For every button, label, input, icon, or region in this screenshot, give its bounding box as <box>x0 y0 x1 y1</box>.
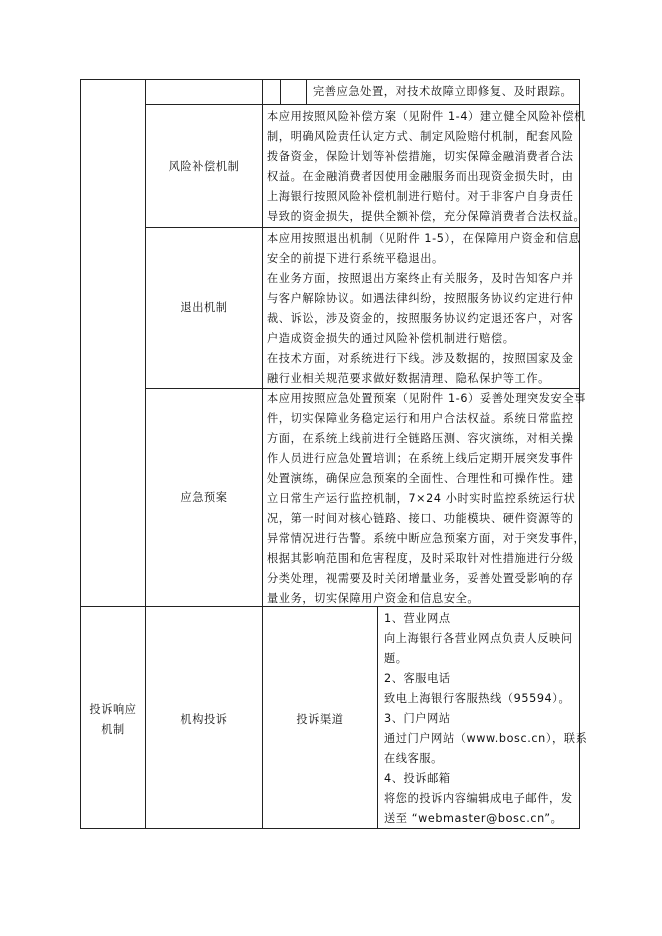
complaint-category-label-line1: 投诉响应 <box>89 703 137 716</box>
emergency-line: 件，切实保障业务稳定运行和用户合法权益。系统日常监控 <box>267 412 574 425</box>
complaint-category-label-line2: 机制 <box>101 723 125 736</box>
complaint-line: 在线客服。 <box>384 752 443 765</box>
complaint-subcategory-label: 机构投诉 <box>180 713 228 726</box>
risk-line: 上海银行按照风险补偿机制进行赔付。对于非客户自身责任 <box>267 190 574 203</box>
risk-line: 本应用按照风险补偿方案（见附件 1-4）建立健全风险补偿机 <box>267 110 586 123</box>
exit-line: 与客户解除协议。如遇法律纠纷，按照服务协议约定进行仲 <box>267 292 574 305</box>
exit-line: 在业务方面，按照退出方案终止有关服务，及时告知客户并 <box>267 272 574 285</box>
table-border-right <box>579 79 580 829</box>
exit-line: 本应用按照退出机制（见附件 1-5），在保障用户资金和信息 <box>267 232 581 245</box>
exit-line: 在技术方面，对系统进行下线。涉及数据的，按照国家及金 <box>267 352 574 365</box>
emergency-line: 本应用按照应急处置预案（见附件 1-6）妥善处理突发安全事 <box>267 392 586 405</box>
complaint-line: 2、客服电话 <box>384 672 451 685</box>
risk-line: 权益。在金融消费者因使用金融服务而出现资金损失时，由 <box>267 170 574 183</box>
exit-line: 融行业相关规范要求做好数据清理、隐私保护等工作。 <box>267 372 550 385</box>
row-divider-top-inner <box>145 104 580 105</box>
risk-line: 导致的资金损失，提供全额补偿，充分保障消费者合法权益。 <box>267 210 586 223</box>
emergency-line: 根据其影响范围和危害程度，及时采取针对性措施进行分级 <box>267 552 574 565</box>
col-divider-top-a <box>280 79 281 104</box>
risk-line: 制，明确风险责任认定方式、制定风险赔付机制，配套风险 <box>267 130 574 143</box>
exit-line: 裁、诉讼，涉及资金的，按照服务协议约定退还客户，对客 <box>267 312 574 325</box>
emergency-line: 分类处理，视需要及时关闭增量业务，妥善处置受影响的存 <box>267 572 574 585</box>
complaint-line: 4、投诉邮箱 <box>384 772 451 785</box>
complaint-channel-label: 投诉渠道 <box>296 713 344 726</box>
risk-compensation-label: 风险补偿机制 <box>168 160 240 173</box>
top-row-text: 完善应急处置，对技术故障立即修复、及时跟踪。 <box>313 85 573 98</box>
emergency-plan-label: 应急预案 <box>180 491 228 504</box>
emergency-line: 立日常生产运行监控机制，7×24 小时实时监控系统运行状 <box>267 492 576 505</box>
col-divider-channel <box>377 606 378 828</box>
complaint-line: 送至 “webmaster@bosc.cn”。 <box>384 812 563 825</box>
complaint-line: 题。 <box>384 652 408 665</box>
complaint-line: 向上海银行各营业网点负责人反映问 <box>384 632 573 645</box>
complaint-line: 将您的投诉内容编辑成电子邮件，发 <box>384 792 573 805</box>
emergency-line: 处置演练，确保应急预案的全面性、合理性和可操作性。建 <box>267 472 574 485</box>
table-border-top <box>80 79 580 80</box>
risk-line: 拨备资金，保险计划等补偿措施，切实保障金融消费者合法 <box>267 150 574 163</box>
complaint-line: 3、门户网站 <box>384 712 451 725</box>
emergency-line: 方面，在系统上线前进行全链路压测、容灾演练，对相关操 <box>267 432 574 445</box>
exit-mechanism-label: 退出机制 <box>180 301 228 314</box>
emergency-line: 量业务，切实保障用户资金和信息安全。 <box>267 592 480 605</box>
complaint-line: 致电上海银行客服热线（95594）。 <box>384 692 571 705</box>
complaint-line: 通过门户网站（www.bosc.cn），联系 <box>384 732 588 745</box>
emergency-line: 异常情况进行告警。系统中断应急预案方面，对于突发事件， <box>267 532 586 545</box>
exit-line: 户造成资金损失的通过风险补偿机制进行赔偿。 <box>267 332 515 345</box>
col-divider-top-b <box>306 79 307 104</box>
complaint-line: 1、营业网点 <box>384 612 451 625</box>
emergency-line: 况，第一时间对核心链路、接口、功能模块、硬件资源等的 <box>267 512 574 525</box>
emergency-line: 作人员进行应急处置培训；在系统上线后定期开展突发事件 <box>267 452 574 465</box>
exit-line: 安全的前提下进行系统平稳退出。 <box>267 252 444 265</box>
